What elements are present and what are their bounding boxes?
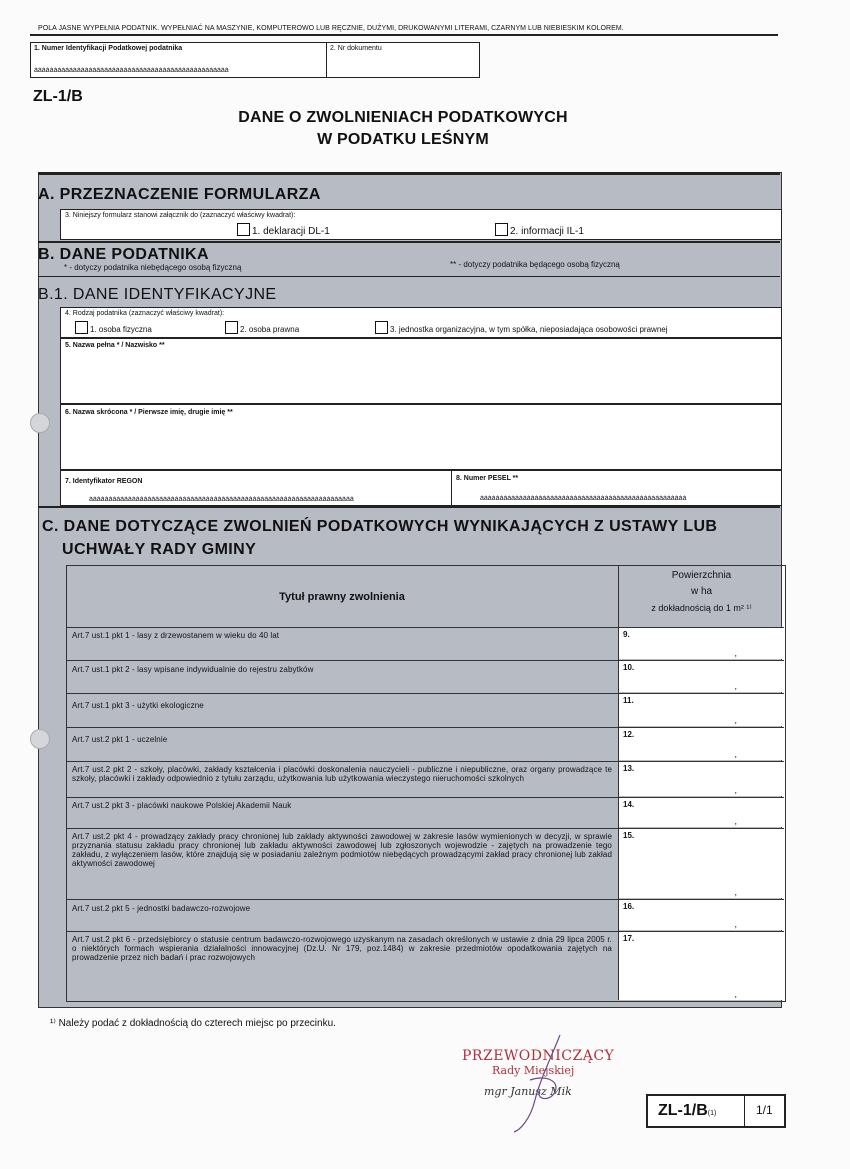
area-input-12[interactable]: 12. ,	[618, 728, 785, 760]
note-legal-entity: * - dotyczy podatnika niebędącego osobą fizyczną	[64, 263, 242, 272]
form-code: ZL-1/B	[33, 88, 83, 105]
option-dl1[interactable]: 1. deklaracji DL-1	[237, 223, 330, 237]
stamp-title: PRZEWODNICZĄCY	[462, 1048, 615, 1064]
section-b-title: B. DANE PODATNIKA	[38, 246, 209, 263]
row-label: Art.7 ust.2 pkt 3 - placówki naukowe Polskiej Akademii Nauk	[72, 801, 292, 810]
page-title-line2: W PODATKU LEŚNYM	[317, 131, 489, 148]
nip-placeholder: àààààààààààààààààààààààààààààààààààààààààààààààààà	[34, 67, 229, 74]
row-label: Art.7 ust.2 pkt 6 - przedsiębiorcy o statusie centrum badawczo-rozwojowego uzyskanym na zasadach określonych w ustawie z dnia 29 lipca 2005 r. o niektórych formach wspierania działalności innowacyjnej (Dz.U. Nr 179, poz.1484) w zakresie przedmiotów opodatkowania zajętych na prowadzenie przez nich badań i prac rozwojowych	[72, 935, 612, 962]
checkbox-icon[interactable]	[375, 321, 388, 334]
footer-form-code: ZL-1/B(1)	[658, 1102, 717, 1119]
area-input-9[interactable]: 9. ,	[618, 628, 785, 659]
area-input-16[interactable]: 16. ,	[618, 900, 785, 930]
pesel-placeholder: ààààààààààààààààààààààààààààààààààààààààààààààààààààà	[480, 495, 687, 502]
note-natural-person: ** - dotyczy podatnika będącego osobą fizyczną	[450, 260, 620, 269]
col-legal-title-header: Tytuł prawny zwolnienia	[279, 591, 405, 603]
page-title-line1: DANE O ZWOLNIENIACH PODATKOWYCH	[238, 109, 568, 126]
fill-instruction: POLA JASNE WYPEŁNIA PODATNIK. WYPEŁNIAĆ NA MASZYNIE, KOMPUTEROWO LUB RĘCZNIE, DUŻYMI, DRUKOWANYMI LITERAMI, CZARNYM LUB NIEBIESKIM KOLOREM.	[38, 25, 624, 32]
section-b1-rule	[38, 276, 780, 277]
option-natural-person[interactable]: 1. osoba fizyczna	[75, 321, 152, 334]
footnote: ¹⁾ Należy podać z dokładnością do czterech miejsc po przecinku.	[50, 1018, 336, 1029]
document-number-label: 2. Nr dokumentu	[330, 45, 382, 52]
regon-placeholder: àààààààààààààààààààààààààààààààààààààààààààààààààààààààààààààààààààà	[89, 496, 354, 503]
document-number-field	[326, 42, 480, 78]
nip-field[interactable]	[30, 42, 328, 78]
section-b-rule	[38, 241, 780, 243]
row-label: Art.7 ust.1 pkt 1 - lasy z drzewostanem w wieku do 40 lat	[72, 631, 280, 640]
footer-page-number: 1/1	[756, 1103, 773, 1117]
pesel-label: 8. Numer PESEL **	[456, 475, 519, 482]
section-c-title-line2: UCHWAŁY RADY GMINY	[62, 541, 257, 558]
stamp-council: Rady Miejskiej	[492, 1064, 575, 1077]
row-label: Art.7 ust.2 pkt 4 - prowadzący zakłady pracy chronionej lub zakłady aktywności zawodowej w zakresie lasów wymienionych w decyzji, w sprawie przyznania statusu zakładu pracy chronionej lub zakładu aktywności zawodowej lub zgłoszonych wojewodzie - zajętych na prowadzenie tego zakładu, z wyłączeniem lasów, które znajdują się w posiadaniu zależnym podmiotów niebędących prowadzącymi zakład pracy chronionej lub zakład aktywności zawodowej	[72, 832, 612, 868]
col-area-header	[619, 568, 784, 616]
checkbox-icon[interactable]	[237, 223, 250, 236]
full-name-field[interactable]	[60, 338, 782, 404]
col-area-header-line3: z dokładnością do 1 m² ¹⁾	[651, 603, 752, 613]
regon-field[interactable]	[60, 470, 452, 506]
punch-hole	[30, 729, 50, 749]
area-input-10[interactable]: 10. ,	[618, 661, 785, 692]
area-input-14[interactable]: 14. ,	[618, 798, 785, 827]
short-name-label: 6. Nazwa skrócona * / Pierwsze imię, drugie imię **	[65, 409, 233, 416]
option-legal-person[interactable]: 2. osoba prawna	[225, 321, 299, 334]
col-area-header-line2: w ha	[690, 586, 713, 597]
section-b1-title: B.1. DANE IDENTYFIKACYJNE	[38, 286, 277, 303]
field-3-box	[60, 209, 782, 240]
section-c-title-line1: C. DANE DOTYCZĄCE ZWOLNIEŃ PODATKOWYCH WYNIKAJĄCYCH Z USTAWY LUB	[42, 518, 718, 535]
area-input-17[interactable]: 17. ,	[618, 932, 785, 1000]
regon-label: 7. Identyfikator REGON	[65, 478, 143, 485]
option-il1[interactable]: 2. informacji IL-1	[495, 223, 584, 237]
row-label: Art.7 ust.2 pkt 5 - jednostki badawczo-rozwojowe	[72, 904, 251, 913]
checkbox-icon[interactable]	[495, 223, 508, 236]
row-label: Art.7 ust.2 pkt 2 - szkoły, placówki, zakłady kształcenia i placówki doskonalenia nauczycieli - publiczne i niepubliczne, oraz organy prowadzące te szkoły, placówki i zakłady odpowiednio z tytułu zarządu, użytkowania lub użytkowania wieczystego nieruchomości szkolnych	[72, 765, 612, 783]
field-4-label: 4. Rodzaj podatnika (zaznaczyć właściwy kwadrat):	[65, 310, 225, 317]
footer-code-box	[646, 1094, 786, 1128]
short-name-field[interactable]	[60, 404, 782, 470]
footer-divider	[744, 1096, 745, 1126]
stamp-name: mgr Janusz Mik	[484, 1085, 572, 1098]
area-input-11[interactable]: 11. ,	[618, 694, 785, 726]
row-label: Art.7 ust.1 pkt 3 - użytki ekologiczne	[72, 701, 204, 710]
checkbox-icon[interactable]	[225, 321, 238, 334]
area-input-13[interactable]: 13. ,	[618, 762, 785, 796]
area-input-15[interactable]: 15. ,	[618, 829, 785, 898]
field-4-box	[60, 307, 782, 338]
checkbox-icon[interactable]	[75, 321, 88, 334]
section-a-title: A. PRZEZNACZENIE FORMULARZA	[38, 186, 321, 203]
signature-icon	[500, 1030, 590, 1140]
row-label: Art.7 ust.1 pkt 2 - lasy wpisane indywidualnie do rejestru zabytków	[72, 665, 314, 674]
row-label: Art.7 ust.2 pkt 1 - uczelnie	[72, 735, 168, 744]
col-area-header-line1: Powierzchnia	[671, 570, 732, 581]
punch-hole	[30, 413, 50, 433]
nip-label: 1. Numer Identyfikacji Podatkowej podatnika	[34, 45, 183, 52]
top-rule	[30, 34, 778, 36]
form-top-rule	[38, 172, 780, 175]
section-c-rule	[38, 506, 780, 508]
full-name-label: 5. Nazwa pełna * / Nazwisko **	[65, 342, 165, 349]
pesel-field[interactable]	[451, 470, 782, 506]
field-3-label: 3. Niniejszy formularz stanowi załącznik do (zaznaczyć właściwy kwadrat):	[65, 212, 296, 219]
option-organizational-unit[interactable]: 3. jednostka organizacyjna, w tym spółka, nieposiadająca osobowości prawnej	[375, 321, 668, 334]
